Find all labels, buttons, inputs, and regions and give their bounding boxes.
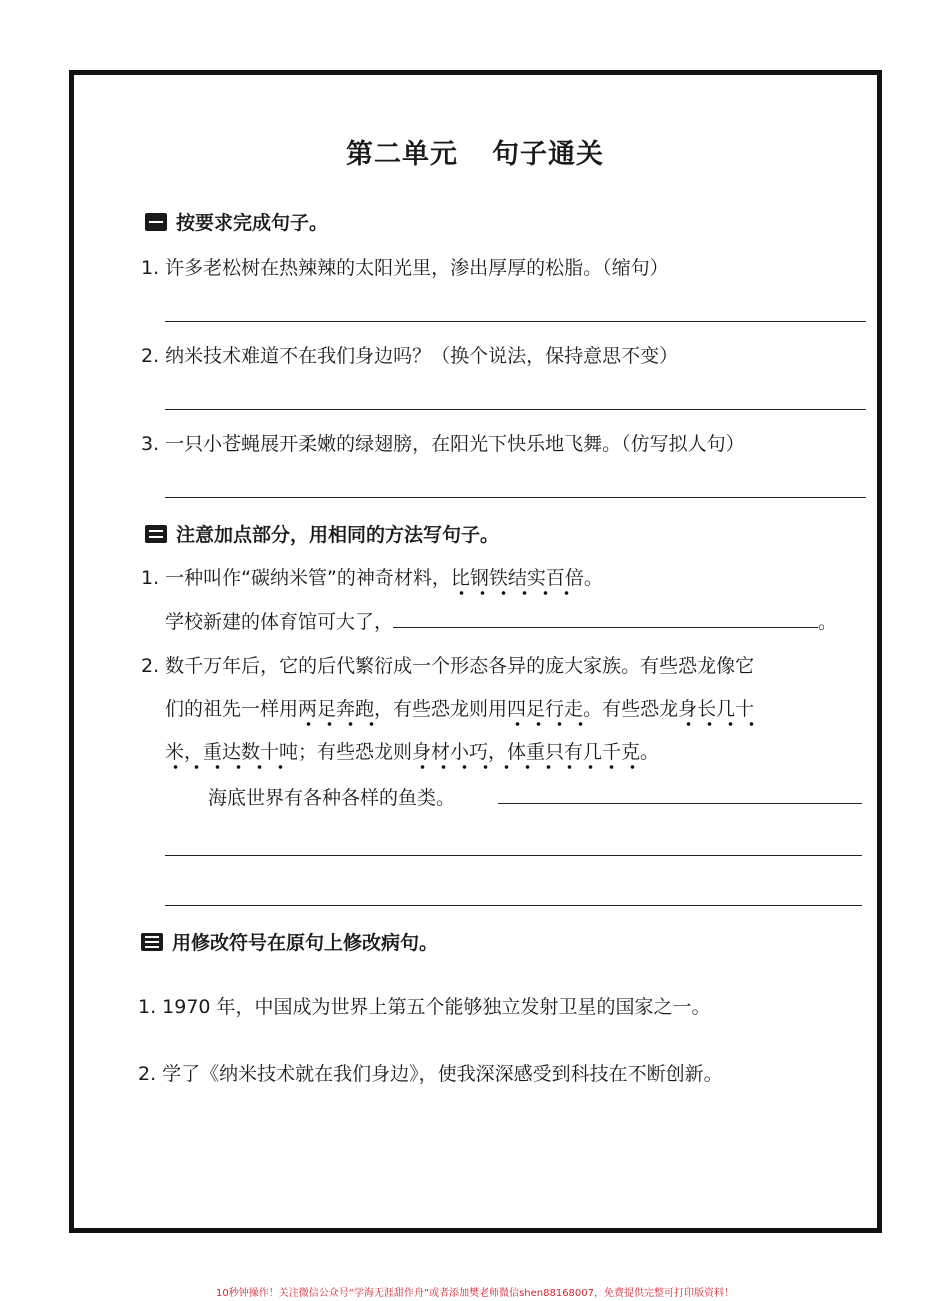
answer-line[interactable]	[498, 803, 862, 804]
section-heading-1: 按要求完成句子。	[145, 208, 328, 235]
question-2-1: 1. 一种叫作“碳纳米管”的神奇材料，比钢铁结实百倍。	[141, 563, 603, 590]
answer-line[interactable]	[165, 905, 862, 906]
answer-line[interactable]	[165, 855, 862, 856]
dotted-phrase: 米，重达数十吨	[165, 741, 298, 773]
dotted-phrase: 比钢铁结实百倍	[451, 567, 584, 599]
question-2-2-prompt: 海底世界有各种各样的鱼类。	[208, 787, 456, 809]
question-3-1[interactable]: 1. 1970 年，中国成为世界上第五个能够独立发射卫星的国家之一。	[138, 996, 711, 1018]
section-heading-2: 注意加点部分，用相同的方法写句子。	[145, 520, 499, 547]
dotted-phrase: 四足行走	[507, 698, 583, 730]
section-number-three-icon	[141, 933, 163, 951]
question-1-1: 1. 许多老松树在热辣辣的太阳光里，渗出厚厚的松脂。（缩句）	[141, 257, 669, 279]
footer-note: 10秒钟操作！关注微信公众号“学海无涯甜作舟”或者添加樊老师微信shen88168007，免费提供完整可打印版资料！	[215, 1288, 735, 1299]
unit-topic: 句子通关	[492, 139, 604, 170]
question-3-2[interactable]: 2. 学了《纳米技术就在我们身边》，使我深深感受到科技在不断创新。	[138, 1063, 723, 1085]
answer-line[interactable]	[393, 607, 818, 628]
unit-label: 第二单元	[346, 139, 458, 170]
question-2-1-prompt: 学校新建的体育馆可大了， 。	[165, 607, 837, 634]
answer-line[interactable]	[165, 409, 866, 410]
answer-line[interactable]	[165, 497, 866, 498]
dotted-phrase: 身材小巧，体重只有几千克	[412, 741, 640, 773]
question-2-2-line2: 们的祖先一样用两足奔跑，有些恐龙则用四足行走。有些恐龙身长几十	[165, 694, 754, 721]
section-number-two-icon	[145, 525, 167, 543]
dotted-phrase: 两足奔跑	[298, 698, 374, 730]
question-2-2-line3: 米，重达数十吨；有些恐龙则身材小巧，体重只有几千克。	[165, 737, 659, 764]
dotted-phrase: 身长几十	[678, 698, 754, 730]
section-heading-3: 用修改符号在原句上修改病句。	[141, 928, 438, 955]
page-title	[0, 132, 950, 171]
answer-line[interactable]	[165, 321, 866, 322]
question-2-2-line1: 2. 数千万年后，它的后代繁衍成一个形态各异的庞大家族。有些恐龙像它	[141, 655, 755, 677]
question-1-2: 2. 纳米技术难道不在我们身边吗？（换个说法，保持意思不变）	[141, 345, 679, 367]
question-1-3: 3. 一只小苍蝇展开柔嫩的绿翅膀，在阳光下快乐地飞舞。（仿写拟人句）	[141, 433, 745, 455]
section-number-one-icon	[145, 213, 167, 231]
